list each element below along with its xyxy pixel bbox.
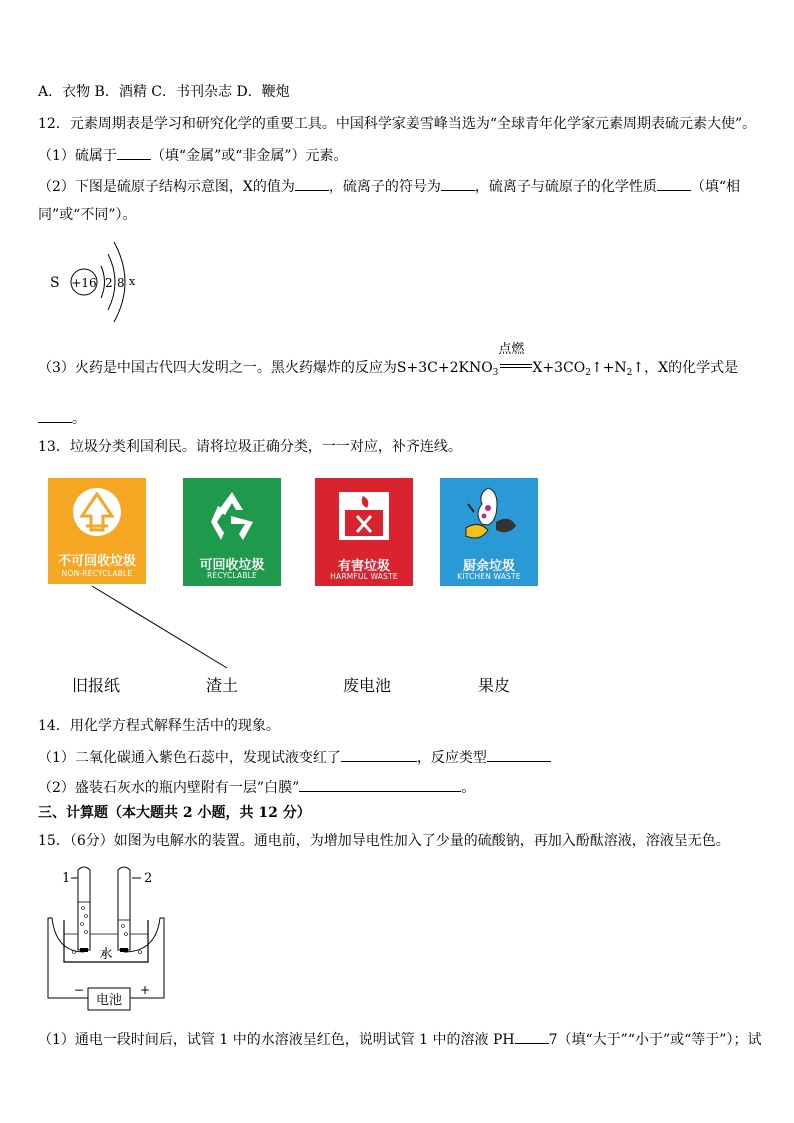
q14-eq2-blank[interactable] [299,777,461,792]
sulfur-atom-diagram [44,232,154,328]
q12-part3-answer [38,408,86,429]
eq-sub-3: 3 [492,368,499,378]
section-3-title: 三、计算题（本大题共 2 小题，共 12 分） [38,805,311,821]
eq-sub-2: 2 [585,368,591,378]
q15-part1-text-b: 7（填“大于”“小于”或“等于”）；试 [548,1032,762,1048]
q12-part1-text-a: （1）硫属于 [38,148,117,164]
battery-plus: + [140,983,151,997]
kitchen-waste-icon [458,484,520,550]
bin-non-recyclable[interactable] [48,478,146,584]
q15-part1 [38,1029,761,1050]
q12-part3-end: 。 [72,411,86,427]
q12-part1-blank[interactable] [117,145,151,160]
electrode-1 [80,948,88,952]
eq-arrow [498,342,532,372]
shell-arc-1 [101,266,105,298]
tube1-label: 1 [62,871,71,886]
q13-stem: 13．垃圾分类利国利民。请将垃圾正确分类，一一对应，补齐连线。 [38,439,462,455]
battery-label: 电池 [95,993,123,1008]
q12-property-blank[interactable] [657,176,691,191]
tube2-label: 2 [144,871,153,886]
bin-en-non-recyclable: NON-RECYCLABLE [61,569,133,578]
q12-part2-text-b: ，硫离子的符号为 [328,179,441,195]
bin-kitchen[interactable] [440,478,538,586]
eq-bar-top [500,364,532,365]
eq-right-1: X+3CO [532,360,586,376]
q12-part1-text-b: （填“金属”或“非金属”）元素。 [150,148,348,164]
q12-formula-blank[interactable] [38,408,72,423]
q12-ion-blank[interactable] [441,176,475,191]
electrode-2 [120,948,128,952]
q15-part1-text-a: （1）通电一段时间后，试管 1 中的水溶液呈红色，说明试管 1 中的溶液 PH [38,1032,515,1048]
eq-right-2: ↑+N [590,360,627,376]
battery-minus: − [74,983,85,997]
q14-part2-text-b: 。 [461,780,476,796]
test-tube-2 [118,867,130,950]
electrolysis-diagram [44,862,174,1012]
q15-ph-blank[interactable] [515,1029,549,1044]
q12-part2-cont: 同”或“不同”）。 [38,207,137,223]
recycle-icon [203,488,261,542]
q12-part3-text-a: （3）火药是中国古代四大发明之一。黑火药爆炸的反应为 [38,360,397,376]
shell3-electrons: x [129,275,136,288]
q12-part2-text-a: （2）下图是硫原子结构示意图，X的值为 [38,179,295,195]
water-label: 水 [99,947,113,962]
bin-label-harmful: 有害垃圾 [337,559,390,574]
q12-part3 [38,342,739,383]
q12-part2-text-c: ，硫离子与硫原子的化学性质 [474,179,657,195]
connect-line [92,586,227,668]
q14-part2 [38,777,475,798]
q14-part2-text-a: （2）盛装石灰水的瓶内壁附有一层”白膜” [38,780,300,796]
shell1-electrons: 2 [105,276,113,290]
q12-part2-text-d: （填“相 [690,179,741,195]
q14-part1 [38,747,551,768]
q14-eq1-blank[interactable] [341,747,417,762]
q12-part3-text-b: X的化学式是 [658,360,739,376]
q14-stem: 14．用化学方程式解释生活中的现象。 [38,718,280,734]
item-fruit-peel[interactable]: 果皮 [478,676,511,695]
harmful-icon [337,490,391,542]
q12-part2 [38,176,740,197]
eq-bar-bottom [500,367,532,368]
q11-options: A．衣物 B．酒精 C．书刊杂志 D．鞭炮 [38,84,290,100]
bin-en-kitchen: KITCHEN WASTE [457,572,521,581]
q12-part1 [38,145,348,166]
q15-stem: 15．（6分）如图为电解水的装置。通电前，为增加导电性加入了少量的硫酸钠，再加入酚酞溶液，溶液呈无色。 [38,833,730,849]
q12-stem: 12．元素周期表是学习和研究化学的重要工具。中国科学家姜雪峰当选为“全球青年化学家元素周期表硫元素大使”。 [38,116,757,132]
item-battery[interactable]: 废电池 [343,676,392,695]
eq-right-3: ↑， [632,360,659,376]
non-recyclable-icon [72,486,122,538]
atom-symbol: S [50,275,60,291]
bin-harmful[interactable] [315,478,413,586]
bin-label-kitchen: 厨余垃圾 [462,559,515,574]
q12-x-blank[interactable] [295,176,329,191]
q14-part1-text-b: ，反应类型 [416,750,487,766]
bin-recyclable[interactable] [183,478,281,586]
nucleus-charge: +16 [71,276,97,290]
eq-sub-2b: 2 [626,368,633,378]
bin-en-harmful: HARMFUL WASTE [330,572,398,581]
shell2-electrons: 8 [117,276,125,290]
q14-type-blank[interactable] [487,747,551,762]
item-old-newspaper[interactable]: 旧报纸 [72,676,121,695]
bin-en-recyclable: RECYCLABLE [206,571,257,580]
bin-label-non-recyclable: 不可回收垃圾 [57,554,136,569]
test-tube-1 [78,867,90,950]
eq-condition: 点燃 [498,342,525,357]
item-dirt[interactable]: 渣土 [206,676,239,695]
bin-label-recyclable: 可回收垃圾 [199,558,265,573]
q14-part1-text-a: （1）二氧化碳通入紫色石蕊中，发现试液变红了 [38,750,341,766]
eq-left: S+3C+2KNO [396,360,493,376]
